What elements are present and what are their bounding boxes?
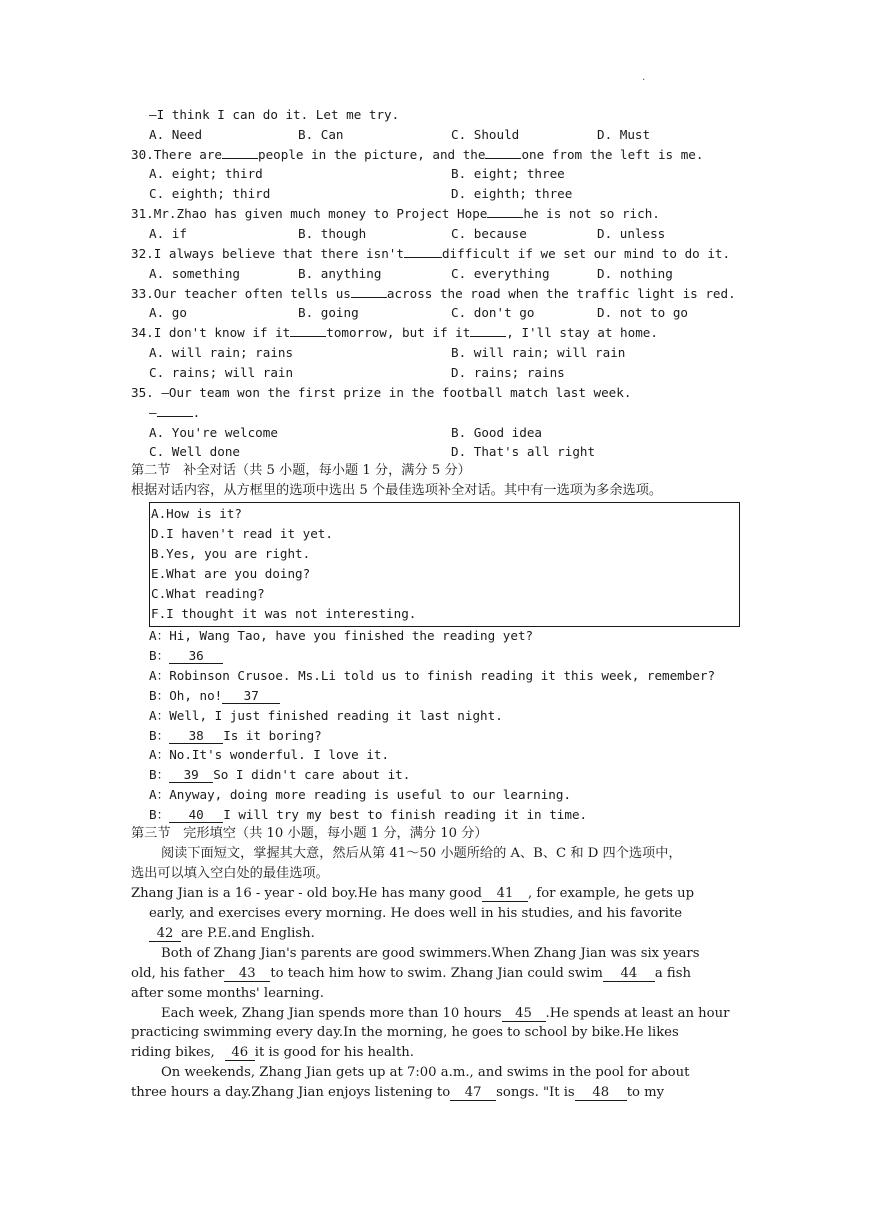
page-mark: . xyxy=(642,72,646,83)
blank-36: 36 xyxy=(169,649,223,664)
q31-option-a: A. if xyxy=(149,226,187,241)
q30-option-d: D. eighth; three xyxy=(451,186,573,201)
q32-option-c: C. everything xyxy=(451,266,550,281)
passage-line-9: riding bikes, 46 it is good for his health. xyxy=(131,1045,414,1060)
blank-39: 39 xyxy=(169,768,213,783)
passage-line-8: practicing swimming every day.In the morning, he goes to school by bike.He likes xyxy=(131,1025,679,1040)
q29-option-a: A. Need xyxy=(149,127,203,142)
q35-reply: — . xyxy=(149,405,201,420)
section3-heading: 第三节 完形填空（共 10 小题，每小题 1 分，满分 10 分） xyxy=(131,826,488,841)
passage-line-3: 42 are P.E.and English. xyxy=(149,925,315,943)
dialogue-line-3: A：Robinson Crusoe. Ms.Li told us to finish reading it this week, remember? xyxy=(149,668,716,683)
q30-stem: 30.There are people in the picture, and the one from the left is me. xyxy=(131,147,704,162)
q30-option-b: B. eight; three xyxy=(451,166,565,181)
q35-option-b: B. Good idea xyxy=(451,425,542,440)
q34-option-c: C. rains; will rain xyxy=(149,365,294,380)
blank-38: 38 xyxy=(169,729,223,744)
section2-heading: 第二节 补全对话（共 5 小题，每小题 1 分，满分 5 分） xyxy=(131,463,471,478)
q32-option-d: D. nothing xyxy=(597,266,673,281)
passage-line-1: Zhang Jian is a 16 - year - old boy.He has many good 41 , for example, he gets up xyxy=(131,886,695,901)
q32-stem: 32.I always believe that there isn't difficult if we set our mind to do it. xyxy=(131,246,731,261)
box-option-f: F.I thought it was not interesting. xyxy=(151,606,417,621)
q31-option-d: D. unless xyxy=(597,226,666,241)
passage-line-7: Each week, Zhang Jian spends more than 10 hours 45 .He spends at least an hour xyxy=(161,1006,730,1021)
dialogue-line-4: B：Oh, no! 37 xyxy=(149,687,280,705)
blank-37: 37 xyxy=(222,689,280,704)
q31-option-c: C. because xyxy=(451,226,527,241)
blank-48: 48 xyxy=(575,1086,627,1101)
blank-41: 41 xyxy=(482,887,528,902)
q33-option-d: D. not to go xyxy=(597,305,688,320)
q32-option-a: A. something xyxy=(149,266,240,281)
q30-option-c: C. eighth; third xyxy=(149,186,271,201)
blank-47: 47 xyxy=(450,1086,496,1101)
q29-option-b: B. Can xyxy=(298,127,344,142)
box-option-c: C.What reading? xyxy=(151,586,265,601)
blank-45: 45 xyxy=(502,1007,546,1022)
dialogue-line-6: B： 38 Is it boring? xyxy=(149,728,322,743)
q33-option-b: B. going xyxy=(298,305,359,320)
box-option-a: A.How is it? xyxy=(151,506,242,521)
passage-line-4: Both of Zhang Jian's parents are good swimmers.When Zhang Jian was six years xyxy=(161,946,700,961)
box-option-e: E.What are you doing? xyxy=(151,566,311,581)
blank-42: 42 xyxy=(149,927,181,942)
q34-option-d: D. rains; rains xyxy=(451,365,565,380)
section2-instruction: 根据对话内容，从方框里的选项中选出 5 个最佳选项补全对话。其中有一选项为多余选项。 xyxy=(131,483,663,498)
blank-40: 40 xyxy=(169,808,223,823)
blank-43: 43 xyxy=(224,967,270,982)
passage-line-2: early, and exercises every morning. He does well in his studies, and his favorite xyxy=(149,906,683,921)
dialogue-line-9: A：Anyway, doing more reading is useful to our learning. xyxy=(149,787,572,802)
q32-option-b: B. anything xyxy=(298,266,382,281)
dialogue-line-7: A：No.It's wonderful. I love it. xyxy=(149,747,390,762)
box-option-b: B.Yes, you are right. xyxy=(151,546,311,561)
q29-option-c: C. Should xyxy=(451,127,520,142)
q30-option-a: A. eight; third xyxy=(149,166,263,181)
q35-option-c: C. Well done xyxy=(149,444,240,459)
dialogue-line-8: B： 39 So I didn't care about it. xyxy=(149,767,411,782)
q31-option-b: B. though xyxy=(298,226,367,241)
dialogue-line-2: B： 36 xyxy=(149,647,223,665)
dialogue-line-5: A：Well, I just finished reading it last night. xyxy=(149,708,503,723)
section3-instruction-1: 阅读下面短文，掌握其大意，然后从第 41～50 小题所给的 A、B、C 和 D 四个选项中， xyxy=(161,846,682,861)
q29-option-d: D. Must xyxy=(597,127,651,142)
q29-reply: —I think I can do it. Let me try. xyxy=(149,107,400,122)
q35-stem: 35. —Our team won the first prize in the football match last week. xyxy=(131,385,632,400)
q33-option-a: A. go xyxy=(149,305,187,320)
section3-instruction-2: 选出可以填入空白处的最佳选项。 xyxy=(131,866,329,881)
passage-line-5: old, his father 43 to teach him how to swim. Zhang Jian could swim 44 a fish xyxy=(131,966,691,981)
dialogue-line-10: B： 40 I will try my best to finish reading it in time. xyxy=(149,807,588,822)
q34-option-b: B. will rain; will rain xyxy=(451,345,626,360)
passage-line-10: On weekends, Zhang Jian gets up at 7:00 a.m., and swims in the pool for about xyxy=(161,1065,690,1080)
q33-option-c: C. don't go xyxy=(451,305,535,320)
dialogue-line-1: A：Hi, Wang Tao, have you finished the reading yet? xyxy=(149,628,534,643)
box-option-d: D.I haven't read it yet. xyxy=(151,526,333,541)
q34-option-a: A. will rain; rains xyxy=(149,345,294,360)
passage-line-11: three hours a day.Zhang Jian enjoys listening to 47 songs. "It is 48 to my xyxy=(131,1085,665,1100)
blank-46: 46 xyxy=(225,1046,255,1061)
blank-44: 44 xyxy=(603,967,655,982)
q31-stem: 31.Mr.Zhao has given much money to Project Hope he is not so rich. xyxy=(131,206,660,221)
q35-option-a: A. You're welcome xyxy=(149,425,278,440)
q33-stem: 33.Our teacher often tells us across the road when the traffic light is red. xyxy=(131,286,736,301)
q35-option-d: D. That's all right xyxy=(451,444,596,459)
q34-stem: 34.I don't know if it tomorrow, but if it , I'll stay at home. xyxy=(131,325,658,340)
passage-line-6: after some months' learning. xyxy=(131,986,324,1001)
